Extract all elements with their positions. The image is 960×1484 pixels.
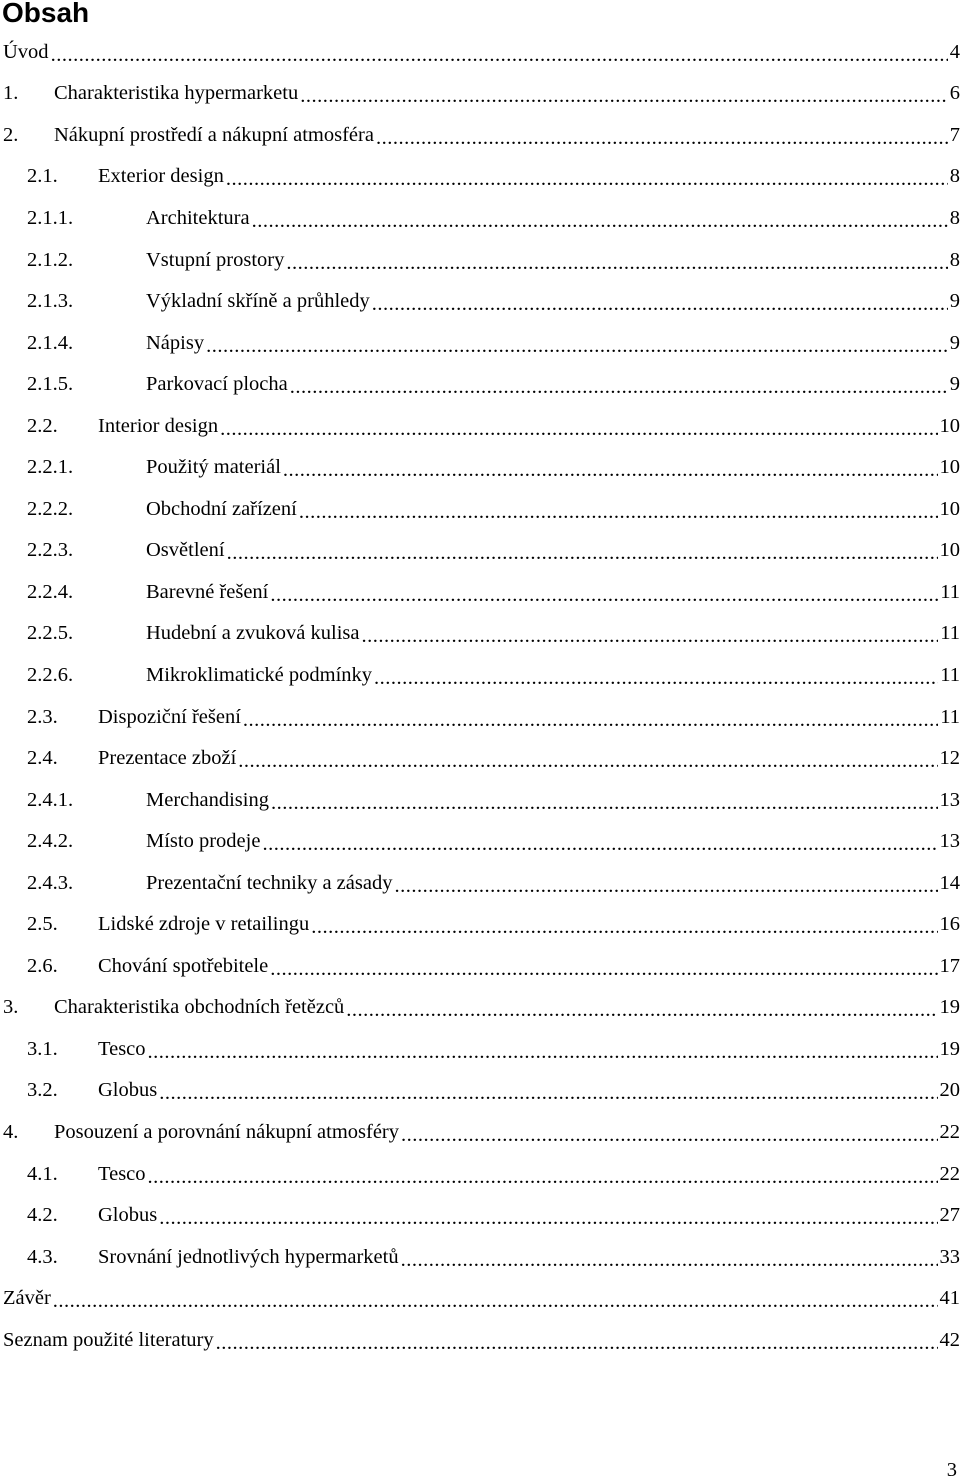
toc-entry-title: Osvětlení [146,539,225,562]
toc-entry-title: Charakteristika obchodních řetězců [54,996,345,1019]
toc-entry-number: 2.2.6. [27,663,74,686]
toc-entry[interactable] [0,280,960,322]
toc-entry-number: 2.1.5. [27,373,74,396]
toc-entry-title: Seznam použité literatury [3,1328,214,1351]
toc-dot-leader [206,334,948,358]
toc-dot-leader [372,292,948,316]
toc-entry[interactable] [0,405,960,447]
toc-dot-leader [362,624,939,648]
toc-entry-title: Globus [98,1079,158,1102]
toc-dot-leader [148,1165,938,1189]
toc-entry-title: Nápisy [146,331,205,354]
toc-entry-title: Hudební a zvuková kulisa [146,622,360,645]
toc-dot-leader [252,209,948,233]
toc-entry[interactable] [0,530,960,572]
toc-entry-page: 20 [939,1079,960,1102]
toc-entry[interactable] [0,987,960,1029]
toc-entry-number: 2. [3,123,19,146]
toc-dot-leader [51,43,948,67]
toc-entry-number: 3.1. [27,1037,58,1060]
toc-entry[interactable] [0,903,960,945]
toc-entry-page: 17 [939,954,960,977]
toc-entry-page: 9 [949,331,960,354]
toc-entry-number: 2.4.3. [27,871,74,894]
toc-entry-page: 22 [939,1162,960,1185]
toc-entry-number: 2.2.4. [27,580,74,603]
toc-dot-leader [374,666,938,690]
toc-dot-leader [148,1040,938,1064]
toc-entry[interactable] [0,446,960,488]
toc-entry[interactable] [0,613,960,655]
toc-entry-page: 16 [939,913,960,936]
toc-entry-page: 7 [949,123,960,146]
toc-entry[interactable] [0,1194,960,1236]
toc-entry-page: 14 [939,871,960,894]
toc-entry[interactable] [0,1153,960,1195]
toc-entry[interactable] [0,1319,960,1361]
toc-entry-page: 9 [949,290,960,313]
toc-dot-leader [346,998,937,1022]
toc-entry-title: Tesco [98,1162,146,1185]
toc-entry[interactable] [0,1070,960,1112]
toc-entry-page: 27 [939,1204,960,1227]
toc-entry-number: 2.1.3. [27,290,74,313]
toc-entry-number: 3.2. [27,1079,58,1102]
toc-dot-leader [227,541,938,565]
toc-entry-page: 8 [949,206,960,229]
toc-entry[interactable] [0,1236,960,1278]
toc-entry-page: 10 [939,497,960,520]
toc-entry-title: Srovnání jednotlivých hypermarketů [98,1245,399,1268]
toc-entry-page: 41 [939,1287,960,1310]
toc-entry-number: 2.5. [27,913,58,936]
toc-entry[interactable] [0,1111,960,1153]
toc-dot-leader [401,1123,937,1147]
toc-entry-number: 2.2.3. [27,539,74,562]
toc-entry-page: 9 [949,373,960,396]
toc-entry-number: 2.4.2. [27,830,74,853]
toc-entry-title: Dispoziční řešení [98,705,241,728]
toc-entry[interactable] [0,1277,960,1319]
toc-entry[interactable] [0,239,960,281]
toc-dot-leader [286,251,947,275]
toc-entry-title: Obchodní zařízení [146,497,297,520]
toc-heading: Obsah [2,0,90,28]
toc-dot-leader [270,583,938,607]
toc-entry[interactable] [0,1028,960,1070]
toc-entry-title: Nákupní prostředí a nákupní atmosféra [54,123,374,146]
toc-dot-leader [283,458,938,482]
toc-dot-leader [299,500,938,524]
toc-entry[interactable] [0,737,960,779]
toc-entry-number: 2.2.2. [27,497,74,520]
toc-entry[interactable] [0,197,960,239]
toc-dot-leader [53,1289,938,1313]
toc-dot-leader [220,417,937,441]
toc-entry-number: 1. [3,82,19,105]
toc-dot-leader [238,749,937,773]
toc-entry[interactable] [0,322,960,364]
toc-entry-title: Místo prodeje [146,830,261,853]
toc-entry-number: 2.2. [27,414,58,437]
toc-entry-page: 10 [939,456,960,479]
page-number: 3 [946,1459,957,1481]
toc-entry-page: 12 [939,747,960,770]
toc-entry-title: Charakteristika hypermarketu [54,82,299,105]
toc-entry-title: Tesco [98,1037,146,1060]
toc-entry-page: 13 [939,830,960,853]
toc-entry[interactable] [0,654,960,696]
toc-dot-leader [159,1206,937,1230]
toc-dot-leader [159,1081,937,1105]
toc-entry-number: 2.3. [27,705,58,728]
toc-entry-title: Úvod [3,40,49,63]
toc-entry-number: 3. [3,996,19,1019]
toc-entry-number: 4. [3,1120,19,1143]
toc-entry-page: 42 [939,1328,960,1351]
toc-entry-number: 2.4. [27,747,58,770]
toc-entry-title: Architektura [146,206,250,229]
toc-entry[interactable] [0,156,960,198]
toc-entry[interactable] [0,945,960,987]
table-of-contents [0,31,960,1361]
toc-entry-page: 22 [939,1120,960,1143]
toc-entry[interactable] [0,73,960,115]
toc-entry-page: 11 [940,622,960,645]
toc-entry-page: 19 [939,996,960,1019]
toc-entry[interactable] [0,114,960,156]
toc-dot-leader [311,915,937,939]
toc-dot-leader [262,832,937,856]
toc-entry-number: 2.1.1. [27,206,74,229]
toc-entry-number: 2.1.2. [27,248,74,271]
toc-entry-page: 19 [939,1037,960,1060]
toc-dot-leader [300,84,948,108]
toc-entry-title: Interior design [98,414,219,437]
toc-entry-title: Chování spotřebitele [98,954,269,977]
toc-entry[interactable] [0,779,960,821]
toc-entry-page: 6 [949,82,960,105]
toc-entry-page: 11 [940,705,960,728]
toc-entry[interactable] [0,862,960,904]
toc-entry-number: 2.4.1. [27,788,74,811]
toc-entry-title: Mikroklimatické podmínky [146,663,373,686]
toc-entry[interactable] [0,363,960,405]
toc-entry[interactable] [0,488,960,530]
toc-entry-title: Globus [98,1204,158,1227]
toc-dot-leader [226,167,948,191]
toc-dot-leader [376,126,948,150]
toc-entry-number: 2.1.4. [27,331,74,354]
toc-entry-title: Prezentační techniky a zásady [146,871,393,894]
toc-entry[interactable] [0,31,960,73]
toc-entry-number: 2.2.1. [27,456,74,479]
toc-entry-page: 10 [939,414,960,437]
toc-dot-leader [271,791,938,815]
toc-entry-page: 11 [940,580,960,603]
toc-entry-page: 13 [939,788,960,811]
toc-entry-page: 11 [940,663,960,686]
toc-entry-number: 4.1. [27,1162,58,1185]
toc-entry-title: Exterior design [98,165,224,188]
toc-entry-title: Závěr [3,1287,51,1310]
toc-entry-number: 4.3. [27,1245,58,1268]
toc-entry-page: 33 [939,1245,960,1268]
toc-dot-leader [243,708,938,732]
toc-entry-title: Prezentace zboží [98,747,237,770]
toc-entry-title: Lidské zdroje v retailingu [98,913,310,936]
toc-dot-leader [394,874,937,898]
toc-dot-leader [270,957,937,981]
toc-entry[interactable] [0,571,960,613]
toc-entry[interactable] [0,696,960,738]
toc-entry-page: 8 [949,165,960,188]
toc-entry-number: 4.2. [27,1204,58,1227]
toc-entry-title: Merchandising [146,788,269,811]
toc-entry-page: 10 [939,539,960,562]
toc-dot-leader [401,1248,938,1272]
toc-entry-number: 2.6. [27,954,58,977]
toc-entry-title: Použitý materiál [146,456,281,479]
toc-dot-leader [290,375,948,399]
toc-entry-title: Vstupní prostory [146,248,285,271]
toc-entry-number: 2.1. [27,165,58,188]
toc-entry-title: Barevné řešení [146,580,269,603]
toc-entry-title: Posouzení a porovnání nákupní atmosféry [54,1120,400,1143]
toc-entry-title: Výkladní skříně a průhledy [146,290,370,313]
toc-dot-leader [216,1331,938,1355]
toc-entry-number: 2.2.5. [27,622,74,645]
toc-entry-title: Parkovací plocha [146,373,288,396]
toc-entry[interactable] [0,820,960,862]
toc-entry-page: 4 [949,40,960,63]
toc-entry-page: 8 [949,248,960,271]
